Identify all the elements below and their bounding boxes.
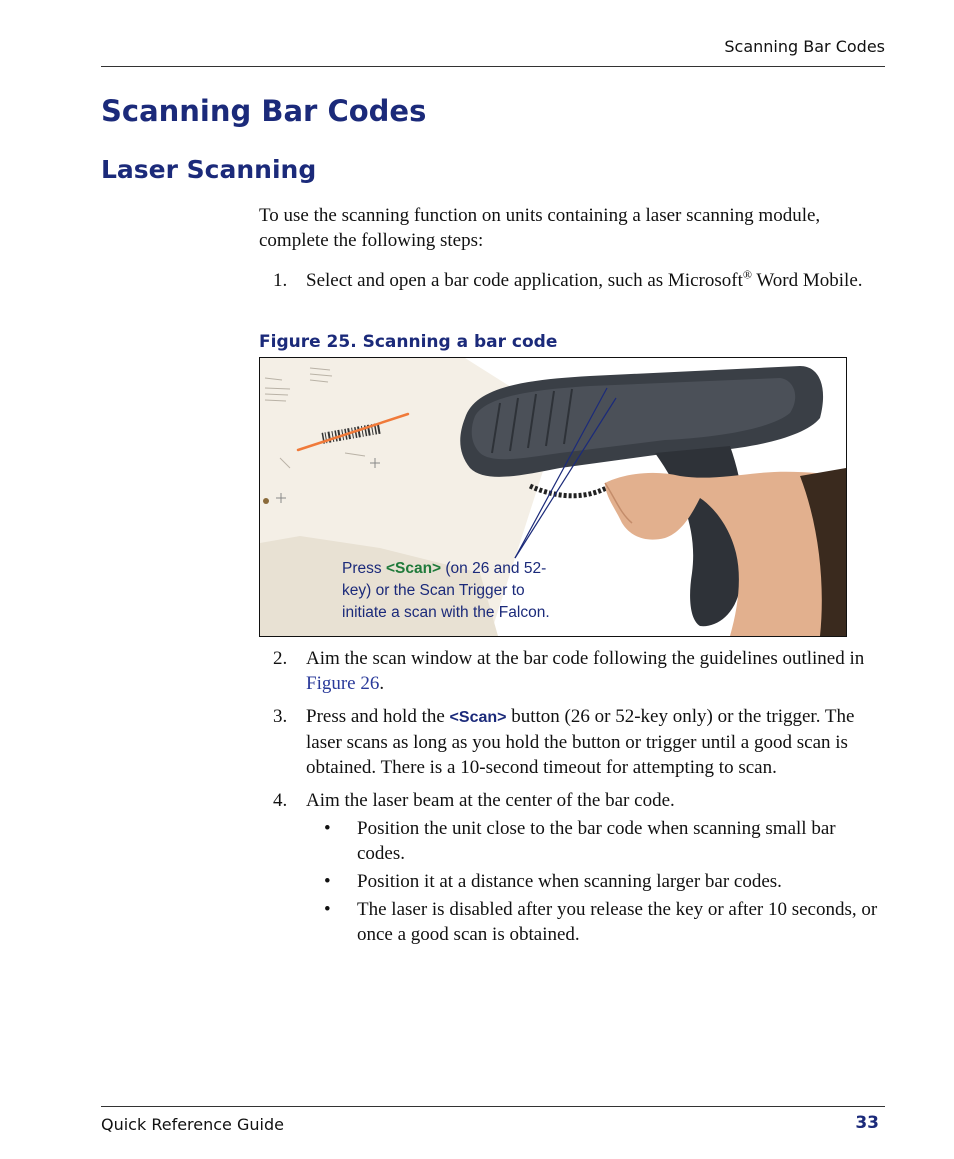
bullet-glyph: • xyxy=(324,899,331,920)
bullet-text: Position the unit close to the bar code when scanning small bar codes. xyxy=(357,818,836,864)
figure-callout: Press <Scan> (on 26 and 52-key) or the Scan Trigger to initiate a scan with the Falcon. xyxy=(342,560,550,621)
step-text: Press and hold the <Scan> button (26 or 52-key only) or the trigger. The laser scans as long as you hold the button or trigger until a good scan is obtained. There is a 10-second timeout for attempting to scan. xyxy=(306,706,855,778)
figure-26-link[interactable]: Figure 26 xyxy=(306,673,380,694)
footer-guide-name: Quick Reference Guide xyxy=(101,1115,284,1134)
step-number: 3. xyxy=(273,706,288,727)
running-header: Scanning Bar Codes xyxy=(724,37,885,56)
bullet-glyph: • xyxy=(324,871,331,892)
step-text: Aim the scan window at the bar code following the guidelines outlined in Figure 26. xyxy=(306,648,865,694)
bullet-text: The laser is disabled after you release the key or after 10 seconds, or once a good scan is obtained. xyxy=(357,899,878,945)
step-number: 2. xyxy=(273,648,288,669)
section-title: Laser Scanning xyxy=(101,155,317,184)
bullet-glyph: • xyxy=(324,818,331,839)
paper-hole xyxy=(263,498,269,504)
footer-rule xyxy=(101,1106,885,1107)
step-number: 4. xyxy=(273,790,288,811)
page-title: Scanning Bar Codes xyxy=(101,94,427,128)
bullet-text: Position it at a distance when scanning larger bar codes. xyxy=(357,871,782,892)
coil-cord xyxy=(530,486,610,496)
intro-paragraph: To use the scanning function on units containing a laser scanning module, complete the following steps: xyxy=(259,205,821,251)
step-text: Aim the laser beam at the center of the bar code. xyxy=(306,790,675,811)
step-number: 1. xyxy=(273,270,288,291)
page-number: 33 xyxy=(855,1113,879,1133)
scan-key-label: <Scan> xyxy=(449,709,507,726)
header-rule xyxy=(101,66,885,67)
step-text: Select and open a bar code application, such as Microsoft® Word Mobile. xyxy=(306,267,863,291)
scanning-figure xyxy=(259,357,847,637)
figure-caption: Figure 25. Scanning a bar code xyxy=(259,332,558,352)
